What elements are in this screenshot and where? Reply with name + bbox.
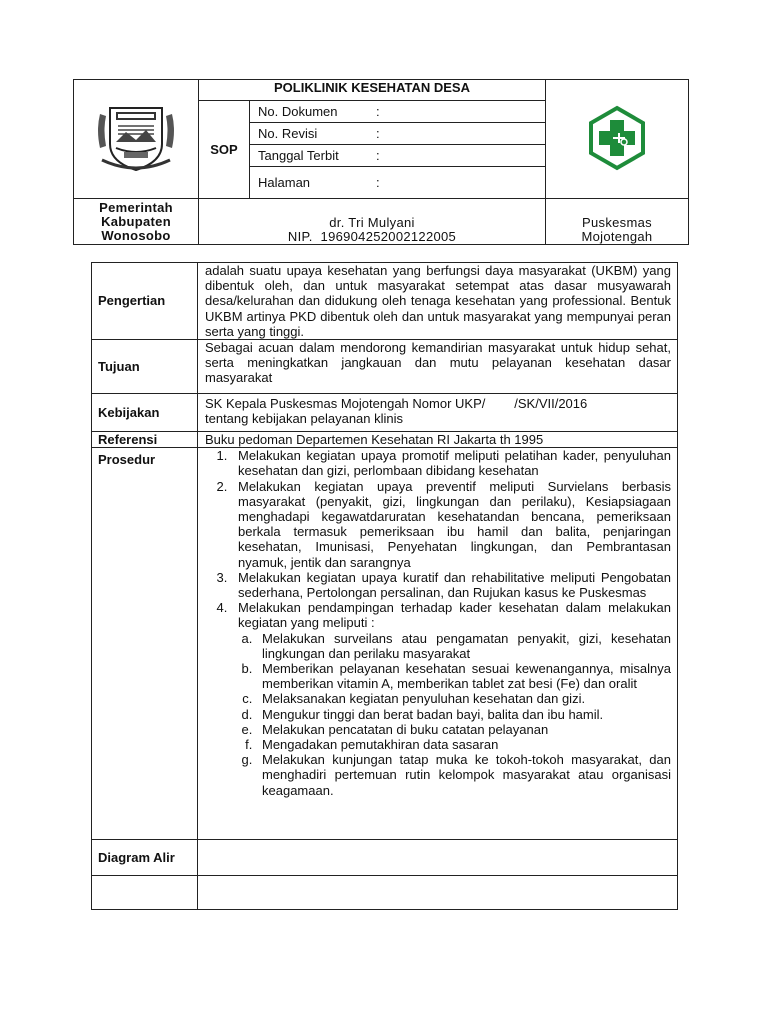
puskesmas-line: Puskesmas [582, 215, 652, 230]
wonosobo-emblem-icon [94, 100, 178, 176]
meta-sep: : [376, 126, 380, 141]
meta-row-issue-date [250, 145, 546, 167]
kebijakan-line: tentang kebijakan pelayanan klinis [205, 411, 404, 427]
gov-line: Wonosobo [101, 227, 171, 243]
procedure-substep: g. Melakukan kunjungan tatap muka ke tokoh-tokoh masyarakat, dan menghadiri pertemuan rutin kelompok masyarakat atau organisasi keagamaan. [256, 752, 671, 798]
sop-content-table [91, 262, 678, 910]
meta-sep: : [376, 148, 380, 163]
meta-key: Tanggal Terbit [258, 148, 339, 163]
procedure-step [231, 600, 671, 798]
procedure-substep: b. Memberikan pelayanan kesehatan sesuai kewenangannya, misalnya memberikan vitamin A, memberikan tablet zat besi (Fe) dan oralit [256, 661, 671, 691]
pengertian-label: Pengertian [92, 263, 198, 340]
pengertian-text: adalah suatu upaya kesehatan yang berfungsi daya masyarakat (UKBM) yang dibentuk oleh, dan untuk masyarakat setempat atas dasar musyawarah desa/kelurahan dan didukung oleh tenaga kesehatan yang professional. Bentuk UKBM artinya PKD dibentuk oleh dan untuk masyarakat yang mempunyai peran serta yang tinggi. [198, 263, 678, 340]
procedure-substep: d. Mengukur tinggi dan berat badan bayi, balita dan ibu hamil. [256, 707, 671, 722]
procedure-substep: f. Mengadakan pemutakhiran data sasaran [256, 737, 671, 752]
sop-header-table [73, 79, 689, 245]
empty-content-cell [198, 876, 678, 910]
meta-sep: : [376, 104, 380, 119]
meta-key: No. Dokumen [258, 104, 338, 119]
gov-line: Kabupaten [101, 213, 171, 229]
procedure-step: 1. Melakukan kegiatan upaya promotif meliputi pelatihan kader, penyuluhan kesehatan dan gizi, perlombaan dibidang kesehatan [231, 448, 671, 478]
referensi-text: Buku pedoman Departemen Kesehatan RI Jakarta th 1995 [198, 432, 678, 448]
signer-nip: NIP. 196904252002122005 [287, 229, 457, 244]
referensi-label: Referensi [92, 432, 198, 448]
kebijakan-label: Kebijakan [92, 394, 198, 432]
procedure-substep: e. Melakukan pencatatan di buku catatan pelayanan [256, 722, 671, 737]
prosedur-label: Prosedur [92, 448, 198, 840]
regency-logo-cell [74, 80, 199, 199]
procedure-substep: a. Melakukan surveilans atau pengamatan penyakit, gizi, kesehatan lingkungan dan perilaku masyarakat [256, 631, 671, 661]
meta-key: No. Revisi [258, 126, 318, 141]
tujuan-text: Sebagai acuan dalam mendorong kemandirian masyarakat untuk hidup sehat, serta meningkatkan jangkauan dan mutu pelayanan kesehatan dasar masyarakat [198, 340, 678, 394]
signer-block [199, 199, 546, 245]
kebijakan-text [198, 394, 678, 432]
procedure-steps [205, 448, 671, 798]
empty-label-cell [92, 876, 198, 910]
sop-label: SOP [199, 101, 250, 199]
diagram-label: Diagram Alir [92, 840, 198, 876]
government-name [74, 199, 199, 245]
kemenkes-cross-icon [584, 105, 650, 171]
signer-name: dr. Tri Mulyani [329, 215, 415, 230]
puskesmas-name [546, 199, 689, 245]
procedure-step: 2. Melakukan kegiatan upaya preventif meliputi Survielans berbasis masyarakat (penyakit, gizi, lingkungan dan perilaku), Kesiapsiagaan menghadapi kegawatdaruratan kesehatandan bencana, pemeriksaan berkala termasuk pemeriksaan ibu hamil dan balita, penjaringan kesehatan, Imunisasi, Penyehatan lingkungan, dan Pembrantasan nyamuk, jentik dan sarangnya [231, 479, 671, 570]
puskesmas-line: Mojotengah [581, 229, 653, 244]
meta-row-revision [250, 123, 546, 145]
tujuan-label: Tujuan [92, 340, 198, 394]
document-title: POLIKLINIK KESEHATAN DESA [199, 80, 546, 101]
kemenkes-logo-cell [546, 80, 689, 199]
diagram-area [198, 840, 678, 876]
meta-row-document-number [250, 101, 546, 123]
kebijakan-line: SK Kepala Puskesmas Mojotengah Nomor UKP/ /SK/VII/2016 [205, 396, 588, 412]
procedure-substeps [238, 631, 671, 798]
procedure-step-text: Melakukan pendampingan terhadap kader kesehatan dalam melakukan kegiatan yang meliputi : [238, 600, 671, 631]
prosedur-content [198, 448, 678, 840]
meta-sep: : [376, 175, 380, 190]
meta-key: Halaman [258, 175, 311, 190]
procedure-substep: c. Melaksanakan kegiatan penyuluhan kesehatan dan gizi. [256, 691, 671, 706]
procedure-step: 3. Melakukan kegiatan upaya kuratif dan rehabilitative meliputi Pengobatan sederhana, Pertolongan persalinan, dan Rujukan kasus ke Puskesmas [231, 570, 671, 600]
gov-line: Pemerintah [99, 199, 173, 215]
meta-row-page [250, 167, 546, 199]
